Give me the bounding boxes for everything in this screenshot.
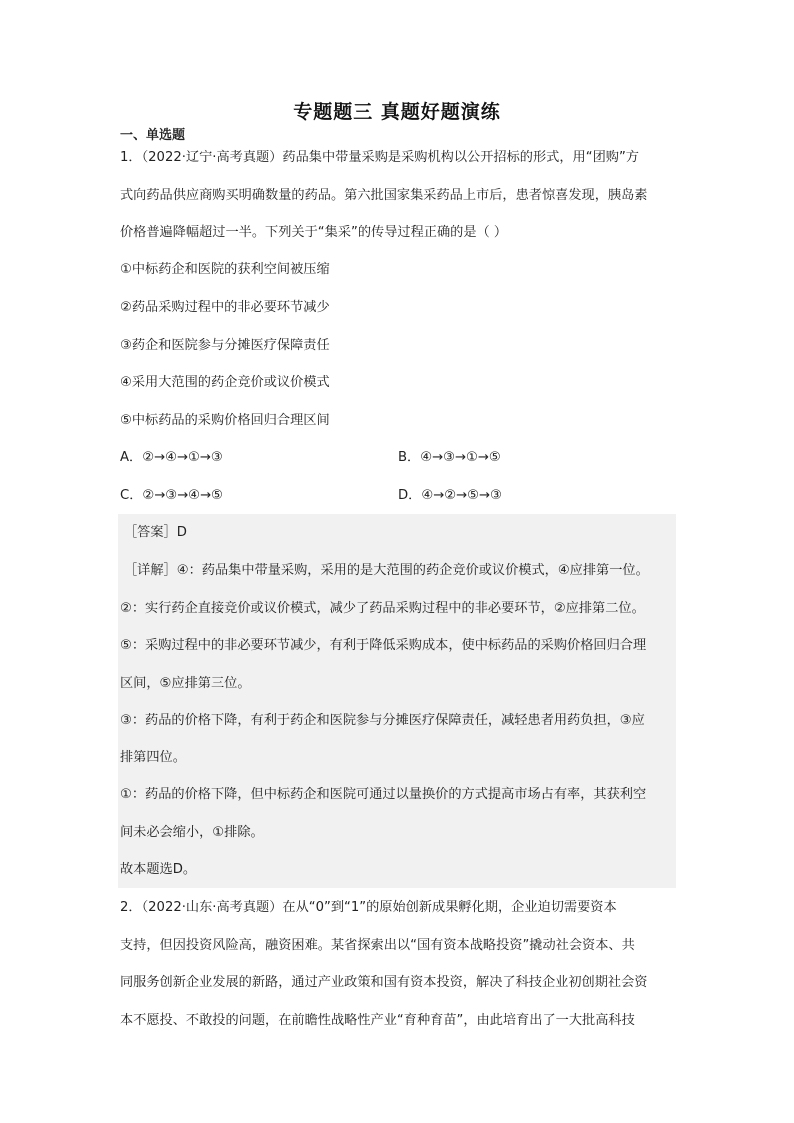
q1-explanation-line: 区间，⑤应排第三位。 [120,676,251,691]
q1-explanation-line: 间未必会缩小，①排除。 [120,825,264,840]
q1-stem-line: 1．（2022·辽宁·高考真题）药品集中带量采购是采购机构以公开招标的形式，用“团购”方 [120,150,639,165]
q2-stem-line: 本不愿投、不敢投的问题，在前瞻性战略性产业“育种育苗”，由此培育出了一大批高科技 [120,1013,635,1028]
q1-explanation-line: ②：实行药企直接竞价或议价模式，减少了药品采购过程中的非必要环节，②应排第二位。 [120,601,645,616]
q1-option-d: D．④→②→⑤→③ [398,488,502,503]
q1-explanation-line: ①：药品的价格下降，但中标药企和医院可通过以量换价的方式提高市场占有率，其获利空 [120,787,647,802]
q1-item: ③药企和医院参与分摊医疗保障责任 [120,338,330,353]
q2-stem-line: 支持，但因投资风险高，融资困难。某省探索出以“国有资本战略投资”撬动社会资本、共 [120,938,635,953]
q1-explanation-line: ⑤：采购过程中的非必要环节减少，有利于降低采购成本，使中标药品的采购价格回归合理 [120,638,647,653]
q1-item: ①中标药企和医院的获利空间被压缩 [120,262,330,277]
q1-stem-line: 式向药品供应商购买明确数量的药品。第六批国家集采药品上市后，患者惊喜发现，胰岛素 [120,188,648,203]
q1-option-a: A．②→④→①→③ [120,450,223,465]
q1-explanation-line: ［详解］④：药品集中带量采购，采用的是大范围的药企竞价或议价模式，④应排第一位。 [124,563,649,578]
q1-item: ⑤中标药品的采购价格回归合理区间 [120,413,330,428]
q1-item: ②药品采购过程中的非必要环节减少 [120,300,330,315]
q1-stem-line: 价格普遍降幅超过一半。下列关于“集采”的传导过程正确的是（ ） [120,225,508,240]
q1-option-b: B．④→③→①→⑤ [398,450,501,465]
q1-option-c: C．②→③→④→⑤ [120,488,223,503]
q2-stem-line: 同服务创新企业发展的新路，通过产业政策和国有资本投资，解决了科技企业初创期社会资 [120,975,648,990]
q1-explanation-line: 故本题选D。 [120,862,197,877]
q1-answer: ［答案］D [124,525,187,540]
section-heading: 一、单选题 [120,128,186,143]
q1-explanation-line: ③：药品的价格下降，有利于药企和医院参与分摊医疗保障责任，减轻患者用药负担，③应 [120,713,645,728]
q2-stem-line: 2．（2022·山东·高考真题）在从“0”到“1”的原始创新成果孵化期，企业迫切需要资本 [120,900,617,915]
page-title: 专题题三 真题好题演练 [293,101,501,123]
q1-explanation-line: 排第四位。 [120,750,186,765]
q1-item: ④采用大范围的药企竞价或议价模式 [120,375,330,390]
